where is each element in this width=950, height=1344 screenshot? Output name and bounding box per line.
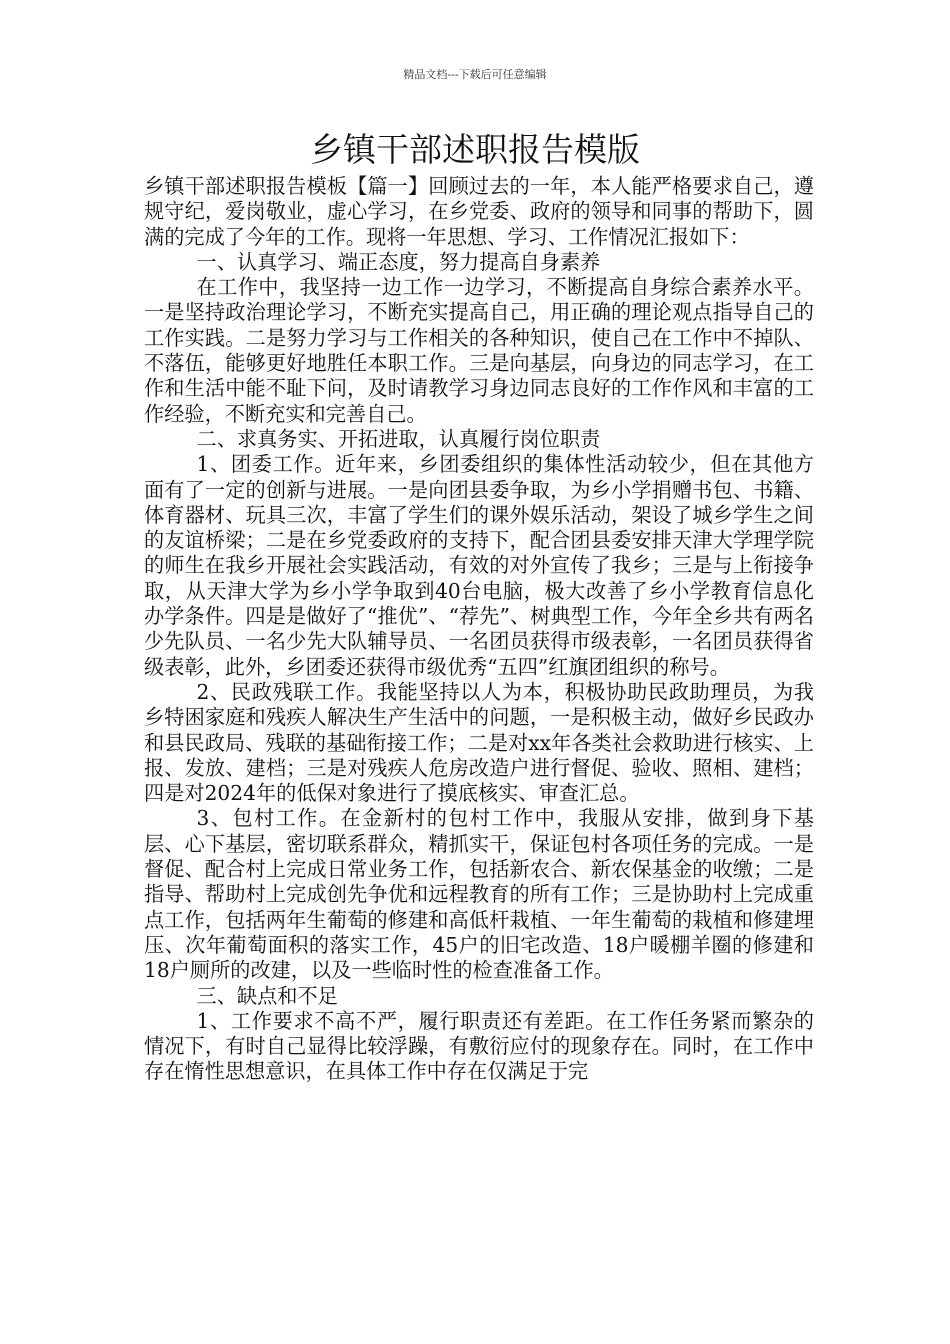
- body-paragraph: 在工作中，我坚持一边工作一边学习，不断提高自身综合素养水平。一是坚持政治理论学习，不断充实提高自己，用正确的理论观点指导自己的工作实践。二是努力学习与工作相关的各种知识，使自己在工作中不掉队、不落伍，能够更好地胜任本职工作。三是向基层，向身边的同志学习，在工作和生活中能不耻下问，及时请教学习身边同志良好的工作作风和丰富的工作经验，不断充实和完善自己。: [144, 275, 814, 426]
- body-paragraph: 1、团委工作。近年来，乡团委组织的集体性活动较少，但在其他方面有了一定的创新与进展。一是向团县委争取，为乡小学捐赠书包、书籍、体育器材、玩具三次，丰富了学生们的课外娱乐活动，架设了城乡学生之间的友谊桥梁；二是在乡党委政府的支持下，配合团县委安排天津大学理学院的师生在我乡开展社会实践活动，有效的对外宣传了我乡；三是与上衔接争取，从天津大学为乡小学争取到40台电脑，极大改善了乡小学教育信息化办学条件。四是是做好了“推优”、“荐先”、树典型工作，今年全乡共有两名少先队员、一名少先大队辅导员、一名团员获得市级表彰，一名团员获得省级表彰，此外，乡团委还获得市级优秀“五四”红旗团组织的称号。: [144, 452, 814, 679]
- section-heading-1: 一、认真学习、端正态度，努力提高自身素养: [196, 249, 601, 274]
- body-paragraph: 2、民政残联工作。我能坚持以人为本，积极协助民政助理员，为我乡特困家庭和残疾人解决生产生活中的问题，一是积极主动，做好乡民政办和县民政局、残联的基础衔接工作；二是对xx年各类社会救助进行核实、上报、发放、建档；三是对残疾人危房改造户进行督促、验收、照相、建档；四是对2024年的低保对象进行了摸底核实、审查汇总。: [144, 679, 814, 806]
- intro-paragraph: 乡镇干部述职报告模板【篇一】回顾过去的一年，本人能严格要求自己，遵规守纪，爱岗敬业，虚心学习，在乡党委、政府的领导和同事的帮助下，圆满的完成了今年的工作。现将一年思想、学习、工作情况汇报如下：: [144, 174, 814, 249]
- document-title: 乡镇干部述职报告模版: [310, 130, 640, 169]
- body-paragraph: 1、工作要求不高不严，履行职责还有差距。在工作任务紧而繁杂的情况下，有时自己显得比较浮躁，有敷衍应付的现象存在。同时，在工作中存在惰性思想意识，在具体工作中存在仅满足于完: [144, 1008, 814, 1084]
- section-heading-3: 三、缺点和不足: [196, 983, 338, 1008]
- page-header-note: 精品文档---下载后可任意编辑: [403, 68, 547, 81]
- section-heading-2: 二、求真务实、开拓进取，认真履行岗位职责: [196, 426, 601, 451]
- body-paragraph: 3、包村工作。在金新村的包村工作中，我服从安排，做到身下基层、心下基层，密切联系群众，精抓实干，保证包村各项任务的完成。一是督促、配合村上完成日常业务工作，包括新农合、新农保基金的收缴；二是指导、帮助村上完成创先争优和远程教育的所有工作；三是协助村上完成重点工作，包括两年生葡萄的修建和高低杆栽植、一年生葡萄的栽植和修建埋压、次年葡萄面积的落实工作，45户的旧宅改造、18户暖棚羊圈的修建和18户厕所的改建，以及一些临时性的检查准备工作。: [144, 806, 814, 983]
- document-body: [144, 174, 814, 1085]
